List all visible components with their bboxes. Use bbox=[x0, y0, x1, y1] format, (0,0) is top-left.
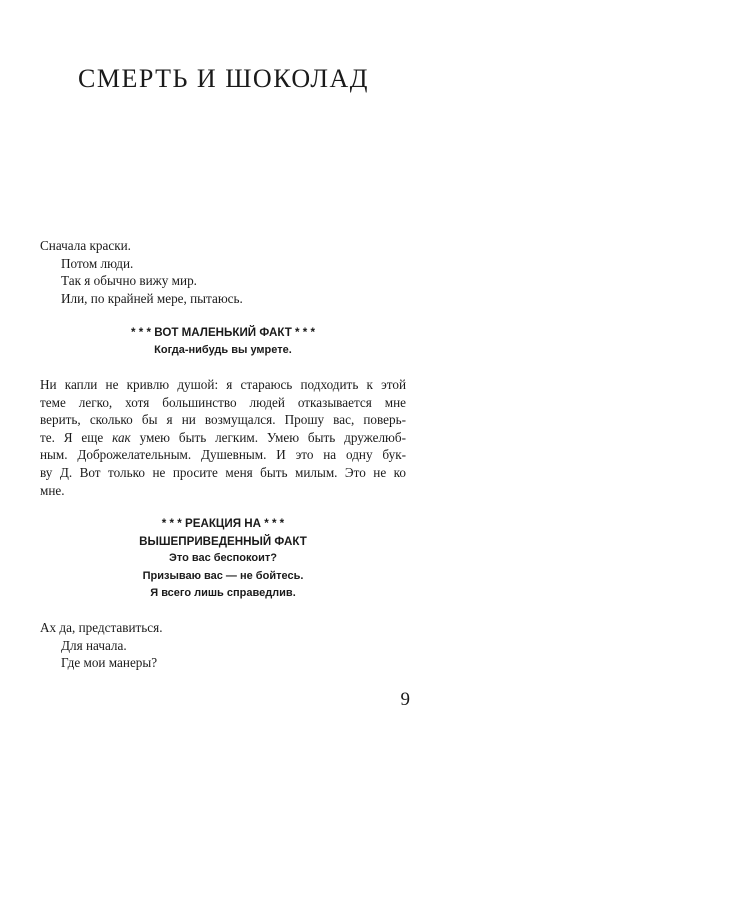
closing-paragraph bbox=[40, 619, 406, 672]
paragraph-line: мне. bbox=[40, 482, 65, 498]
reaction-box bbox=[40, 515, 406, 603]
page-number: 9 bbox=[400, 689, 410, 710]
reaction-heading: ВЫШЕПРИВЕДЕННЫЙ ФАКТ bbox=[139, 534, 307, 548]
paragraph-text: умею быть легким. Умею быть дружелюб- bbox=[130, 429, 406, 445]
reaction-heading: * * * РЕАКЦИЯ НА * * * bbox=[161, 517, 285, 530]
paragraph-line: теме легко, хотя большинство людей отказывается мне bbox=[40, 394, 406, 410]
intro-line: Или, по крайней мере, пытаюсь. bbox=[61, 290, 243, 306]
paragraph-line bbox=[40, 429, 406, 447]
paragraph-line: верить, сколько бы я ни возмущался. Прошу вас, поверь- bbox=[40, 412, 406, 428]
closing-line: Где мои манеры? bbox=[61, 655, 158, 671]
emphasis-word: как bbox=[112, 429, 131, 445]
reaction-line: Это вас беспокоит? bbox=[169, 552, 277, 565]
paragraph-line: ву Д. Вот только не просите меня быть милым. Это не ко bbox=[40, 464, 406, 480]
closing-line: Для начала. bbox=[61, 637, 127, 653]
paragraph-line: ным. Доброжелательным. Душевным. И это на одну бук- bbox=[40, 447, 406, 463]
body-paragraph bbox=[40, 376, 406, 499]
paragraph-text: те. Я еще bbox=[40, 429, 113, 445]
fact-box bbox=[40, 324, 406, 359]
intro-line: Сначала краски. bbox=[40, 238, 131, 253]
intro-line: Так я обычно вижу мир. bbox=[61, 273, 197, 289]
chapter-title: СМЕРТЬ И ШОКОЛАД bbox=[78, 64, 370, 93]
fact-heading: * * * ВОТ МАЛЕНЬКИЙ ФАКТ * * * bbox=[131, 326, 315, 339]
paragraph-line: Ни капли не кривлю душой: я стараюсь подходить к этой bbox=[40, 377, 406, 392]
intro-paragraph bbox=[40, 237, 406, 307]
reaction-line: Я всего лишь справедлив. bbox=[150, 587, 296, 600]
closing-line: Ах да, представиться. bbox=[40, 620, 163, 635]
intro-line: Потом люди. bbox=[61, 255, 134, 271]
reaction-line: Призываю вас — не бойтесь. bbox=[142, 569, 304, 582]
fact-subheading: Когда-нибудь вы умрете. bbox=[154, 343, 292, 356]
